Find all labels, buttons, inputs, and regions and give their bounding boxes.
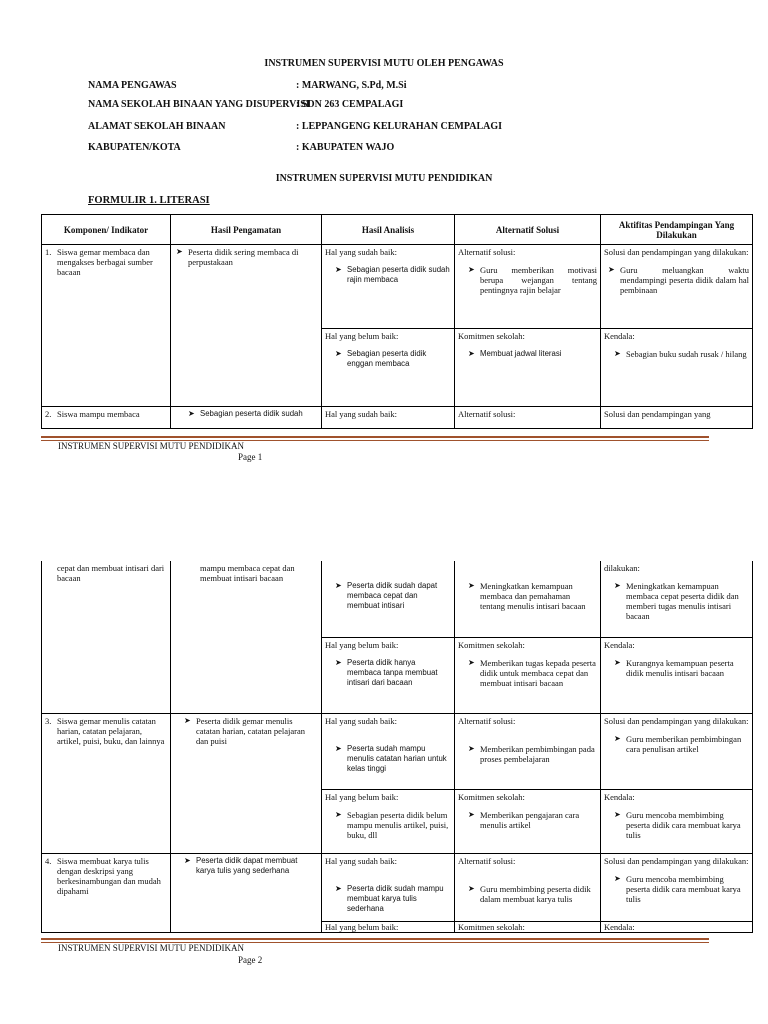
arrow-bullet-icon: ➤ [335,657,342,667]
row2-sudah-baik-label: Hal yang sudah baik: [322,407,455,429]
row2-pendampingan-label: Solusi dan pendampingan yang [601,407,753,429]
subtitle: INSTRUMEN SUPERVISI MUTU PENDIDIKAN [275,173,493,184]
info-label-kabupaten: KABUPATEN/KOTA [88,142,181,153]
arrow-bullet-icon: ➤ [335,265,342,274]
arrow-bullet-icon: ➤ [468,265,475,274]
arrow-bullet-icon: ➤ [335,883,342,893]
row3-alternatif-solusi: Alternatif solusi: ➤ Memberikan pembimbingan pada proses pembelajaran [455,713,601,789]
arrow-bullet-icon: ➤ [468,809,475,819]
arrow-bullet-icon: ➤ [468,581,475,590]
arrow-bullet-icon: ➤ [614,581,621,590]
header-alternatif-solusi: Alternatif Solusi [455,215,601,245]
row4-indikator: 4. Siswa membuat karya tulis dengan deskripsi yang berkesinambungan dan mudah dipahami [42,853,171,932]
row2-pengamatan-part1: ➤ Sebagian peserta didik sudah [171,407,322,429]
row1-kendala: Kendala: ➤ Sebagian buku sudah rusak / hilang [601,329,753,407]
info-label-sekolah: NAMA SEKOLAH BINAAN YANG DISUPERVISI [88,99,310,110]
row1-number: 1. [45,247,52,257]
arrow-bullet-icon: ➤ [614,733,621,743]
row2-komitmen: Komitmen sekolah: ➤ Memberikan tugas kepada peserta didik untuk membaca cepat dan membuat intisari bacaan [455,637,601,713]
row3-pendampingan: Solusi dan pendampingan yang dilakukan: ➤ Guru memberikan pembimbingan cara penulisan artikel [601,713,753,789]
row2-belum-baik: Hal yang belum baik: ➤ Peserta didik hanya membaca tanpa membuat intisari dari bacaan [322,637,455,713]
row2-alternatif-solusi: ➤ Meningkatkan kemampuan membaca dan pemahaman tentang menulis intisari bacaan [455,561,601,637]
row1-komitmen: Komitmen sekolah: ➤ Membuat jadwal literasi [455,329,601,407]
literasi-table-page1 [41,214,753,429]
row2-indikator-part1: 2. Siswa mampu membaca [42,407,171,429]
row1-indikator: 1. Siswa gemar membaca dan mengakses berbagai sumber bacaan [42,245,171,407]
row3-belum-baik: Hal yang belum baik: ➤ Sebagian peserta didik belum mampu menulis artikel, puisi, buku, dll [322,789,455,853]
document-title: INSTRUMEN SUPERVISI MUTU OLEH PENGAWAS [264,58,504,69]
row2-sudah-baik: ➤ Peserta didik sudah dapat membaca cepat dan membuat intisari [322,561,455,637]
arrow-bullet-icon: ➤ [614,657,621,667]
arrow-bullet-icon: ➤ [614,873,621,883]
row1-pengamatan: ➤ Peserta didik sering membaca di perpustakaan [171,245,322,407]
info-label-pengawas: NAMA PENGAWAS [88,80,177,91]
row3-pengamatan: ➤ Peserta didik gemar menulis catatan harian, catatan pelajaran dan puisi [171,713,322,853]
info-value-sekolah: : SDN 263 CEMPALAGI [296,99,404,110]
row4-alternatif-solusi: Alternatif solusi: ➤ Guru membimbing peserta didik dalam membuat karya tulis [455,853,601,921]
info-value-alamat: : LEPPANGENG KELURAHAN CEMPALAGI [296,121,503,132]
arrow-bullet-icon: ➤ [468,349,475,358]
row4-kendala-label: Kendala: [601,921,753,932]
header-komponen: Komponen/ Indikator [42,215,171,245]
arrow-bullet-icon: ➤ [468,657,475,667]
row1-alternatif-solusi: Alternatif solusi: ➤ Guru memberikan motivasi berupa wejangan tentang pentingnya rajin belajar [455,245,601,329]
row2-kendala: Kendala: ➤ Kurangnya kemampuan peserta didik menulis intisari bacaan [601,637,753,713]
row3-number: 3. [45,715,52,726]
arrow-bullet-icon: ➤ [184,715,191,725]
header-aktifitas: Aktifitas Pendampingan Yang Dilakukan [601,215,753,245]
row4-pendampingan: Solusi dan pendampingan yang dilakukan: ➤ Guru mencoba membimbing peserta didik cara membuat karya tulis [601,853,753,921]
formulir-title: FORMULIR 1. LITERASI [88,195,210,206]
row3-kendala: Kendala: ➤ Guru mencoba membimbing peserta didik cara membuat karya tulis [601,789,753,853]
arrow-bullet-icon: ➤ [608,265,615,274]
row4-belum-baik-label: Hal yang belum baik: [322,921,455,932]
arrow-bullet-icon: ➤ [188,409,195,418]
row2-pendampingan: dilakukan: ➤ Meningkatkan kemampuan membaca cepat peserta didik dan memberi tugas menulis intisari bacaan [601,561,753,637]
row2-pengamatan-part2: mampu membaca cepat dan membuat intisari bacaan [171,561,322,713]
page-number-1: Page 1 [238,452,263,462]
row2-number: 2. [45,409,52,419]
footer-rule [41,938,709,940]
row1-sudah-baik: Hal yang sudah baik: ➤ Sebagian peserta didik sudah rajin membaca [322,245,455,329]
row3-indikator: 3. Siswa gemar menulis catatan harian, catatan pelajaran, artikel, puisi, buku, dan lainnya [42,713,171,853]
arrow-bullet-icon: ➤ [614,349,621,358]
row1-belum-baik: Hal yang belum baik: ➤ Sebagian peserta didik enggan membaca [322,329,455,407]
row4-komitmen-label: Komitmen sekolah: [455,921,601,932]
info-value-pengawas: : MARWANG, S.Pd, M.Si [296,80,407,91]
row2-alt-solusi-label: Alternatif solusi: [455,407,601,429]
row2-indikator-part2: cepat dan membuat intisari dari bacaan [42,561,171,713]
arrow-bullet-icon: ➤ [335,349,342,358]
arrow-bullet-icon: ➤ [468,743,475,753]
literasi-table-page2 [41,561,753,933]
arrow-bullet-icon: ➤ [176,247,183,256]
row3-sudah-baik: Hal yang sudah baik: ➤ Peserta sudah mampu menulis catatan harian untuk kelas tinggi [322,713,455,789]
arrow-bullet-icon: ➤ [614,809,621,819]
row1-pendampingan: Solusi dan pendampingan yang dilakukan: ➤ Guru meluangkan waktu mendampingi peserta didik dalam hal pembinaan [601,245,753,329]
row4-number: 4. [45,855,52,866]
arrow-bullet-icon: ➤ [335,743,342,753]
arrow-bullet-icon: ➤ [335,809,342,819]
footer-rule [41,436,709,438]
row3-komitmen: Komitmen sekolah: ➤ Memberikan pengajaran cara menulis artikel [455,789,601,853]
info-value-kabupaten: : KABUPATEN WAJO [296,142,395,153]
row4-sudah-baik: Hal yang sudah baik: ➤ Peserta didik sudah mampu membuat karya tulis sederhana [322,853,455,921]
footer-text: INSTRUMEN SUPERVISI MUTU PENDIDIKAN [58,943,245,953]
row4-pengamatan: ➤ Peserta didik dapat membuat karya tulis yang sederhana [171,853,322,932]
page-number-2: Page 2 [238,955,263,965]
arrow-bullet-icon: ➤ [468,883,475,893]
header-hasil-analisis: Hasil Analisis [322,215,455,245]
header-hasil-pengamatan: Hasil Pengamatan [171,215,322,245]
footer-text: INSTRUMEN SUPERVISI MUTU PENDIDIKAN [58,441,245,451]
info-label-alamat: ALAMAT SEKOLAH BINAAN [88,121,226,132]
arrow-bullet-icon: ➤ [184,855,191,865]
arrow-bullet-icon: ➤ [335,581,342,590]
